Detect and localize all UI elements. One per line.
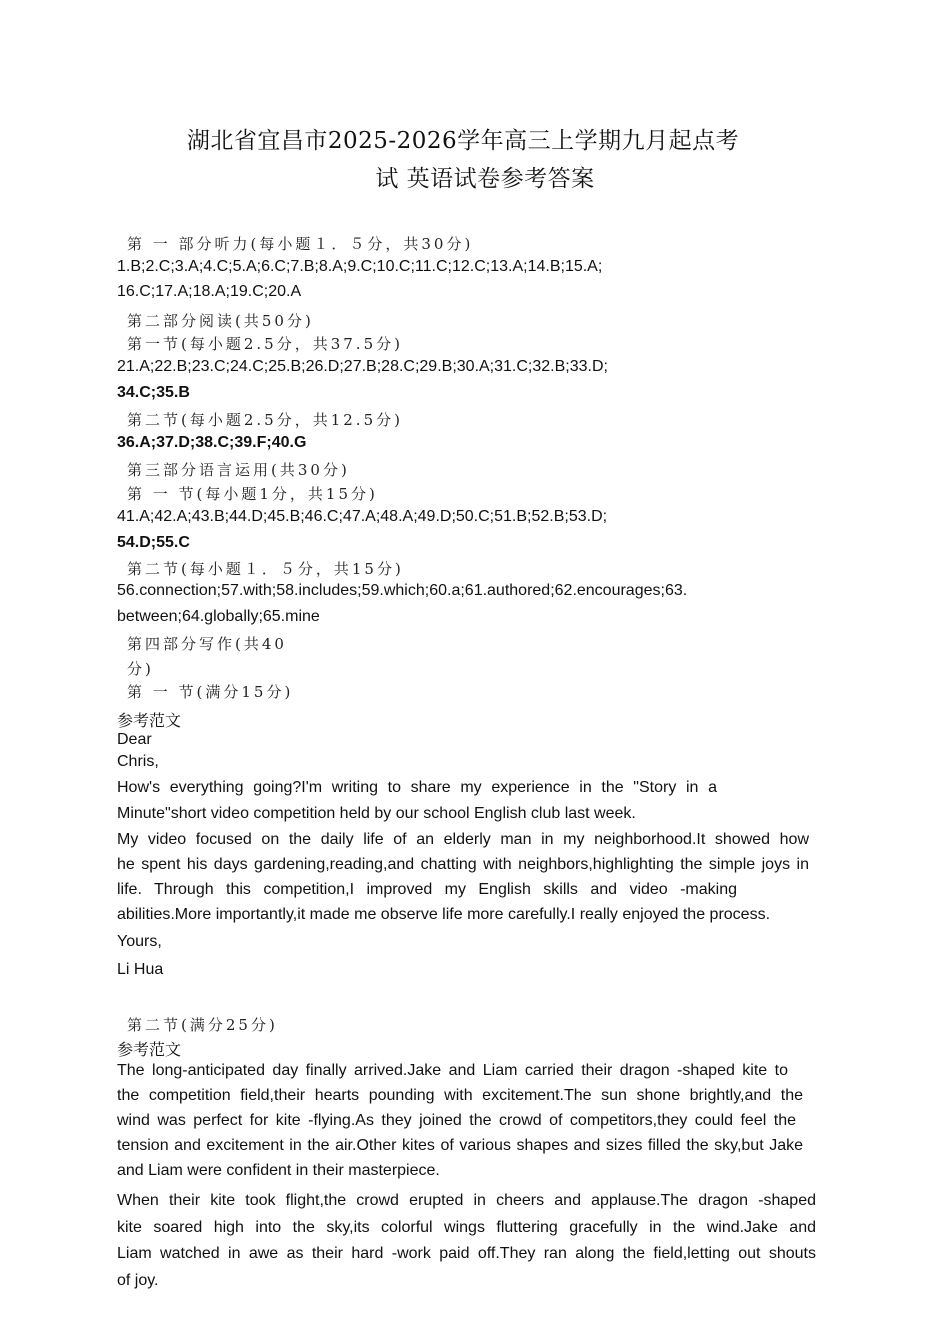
letter-salutation-name: Chris, xyxy=(117,753,159,770)
letter-p2-line2: he spent his days gardening,reading,and chatting with neighbors,highlighting the simple joys in xyxy=(117,856,809,873)
story-p2-line1: When their kite took flight,the crowd erupted in cheers and applause.The dragon -shaped xyxy=(117,1192,816,1209)
story-p1-line1: The long-anticipated day finally arrived.Jake and Liam carried their dragon -shaped kite to xyxy=(117,1062,788,1079)
story-paragraph-1 xyxy=(117,1058,803,1183)
part1-answers-line2: 16.C;17.A;18.A;19.C;20.A xyxy=(117,283,302,300)
story-p2-line3: Liam watched in awe as their hard -work paid off.They ran along the field,letting out shouts xyxy=(117,1245,816,1262)
letter-signature: Li Hua xyxy=(117,961,164,978)
part2-section1-answers-line2: 34.C;35.B xyxy=(117,384,190,401)
part1-answers-line1: 1.B;2.C;3.A;4.C;5.A;6.C;7.B;8.A;9.C;10.C;11.C;12.C;13.A;14.B;15.A; xyxy=(117,258,603,275)
part3-heading: 第三部分语言运用(共30分) xyxy=(127,461,350,479)
story-p1-line3: wind was perfect for kite -flying.As they joined the crowd of competitors,they could feel the xyxy=(117,1112,796,1129)
story-p1-line2: the competition field,their hearts pounding with excitement.The sun shone brightly,and the xyxy=(117,1087,803,1104)
part4-heading-line1: 第四部分写作(共40 xyxy=(127,635,287,653)
letter-closing: Yours, xyxy=(117,933,162,950)
part4-heading-line2: 分) xyxy=(127,660,154,678)
part2-heading: 第二部分阅读(共50分) xyxy=(127,312,314,330)
part3-section1-answers-line2: 54.D;55.C xyxy=(117,534,190,551)
part2-section1-answers-line1: 21.A;22.B;23.C;24.C;25.B;26.D;27.B;28.C;29.B;30.A;31.C;32.B;33.D; xyxy=(117,358,608,375)
letter-p1-line2: Minute"short video competition held by our school English club last week. xyxy=(117,805,636,822)
part3-section1-heading: 第 一 节(每小题1分，共15分) xyxy=(127,485,378,503)
document-title-line2: 试 英语试卷参考答案 xyxy=(375,166,595,192)
letter-paragraph-2 xyxy=(117,827,809,927)
part1-heading: 第 一 部分听力(每小题１．５分，共30分) xyxy=(127,235,474,253)
story-p1-line5: and Liam were confident in their masterpiece. xyxy=(117,1162,440,1179)
story-p2-line4: of joy. xyxy=(117,1271,159,1289)
letter-salutation-dear: Dear xyxy=(117,731,152,748)
part4-section2-heading: 第二节(满分25分) xyxy=(127,1016,278,1034)
part2-section2-heading: 第二节(每小题2.5分，共12.5分) xyxy=(127,411,403,429)
part3-section2-answers-line2: between;64.globally;65.mine xyxy=(117,608,320,625)
story-p2-line2: kite soared high into the sky,its colorful wings fluttering gracefully in the wind.Jake and xyxy=(117,1218,816,1236)
letter-p2-line4: abilities.More importantly,it made me observe life more carefully.I really enjoyed the process. xyxy=(117,906,771,923)
part3-section2-heading: 第二节(每小题１．５分，共15分) xyxy=(127,560,404,578)
letter-p2-line1: My video focused on the daily life of an elderly man in my neighborhood.It showed how xyxy=(117,831,809,848)
story-paragraph-2 xyxy=(117,1188,816,1294)
part3-section2-answers-line1: 56.connection;57.with;58.includes;59.which;60.a;61.authored;62.encourages;63. xyxy=(117,582,688,599)
letter-p1-line1: How's everything going?I'm writing to share my experience in the "Story in a xyxy=(117,779,717,796)
letter-p2-line3: life. Through this competition,I improved my English skills and video -making xyxy=(117,881,737,898)
part4-section1-heading: 第 一 节(满分15分) xyxy=(127,683,294,701)
part3-section1-answers-line1: 41.A;42.A;43.B;44.D;45.B;46.C;47.A;48.A;49.D;50.C;51.B;52.B;53.D; xyxy=(117,508,608,525)
document-title-line1: 湖北省宜昌市2025-2026学年高三上学期九月起点考 xyxy=(186,128,740,154)
letter-paragraph-1 xyxy=(117,775,717,827)
sample-essay-label-2: 参考范文 xyxy=(117,1040,182,1059)
part2-section1-heading: 第一节(每小题2.5分，共37.5分) xyxy=(127,335,403,353)
sample-essay-label: 参考范文 xyxy=(117,711,182,730)
story-p1-line4: tension and excitement in the air.Other kites of various shapes and sizes filled the sky,but Jake xyxy=(117,1137,803,1154)
part2-section2-answers: 36.A;37.D;38.C;39.F;40.G xyxy=(117,434,307,451)
